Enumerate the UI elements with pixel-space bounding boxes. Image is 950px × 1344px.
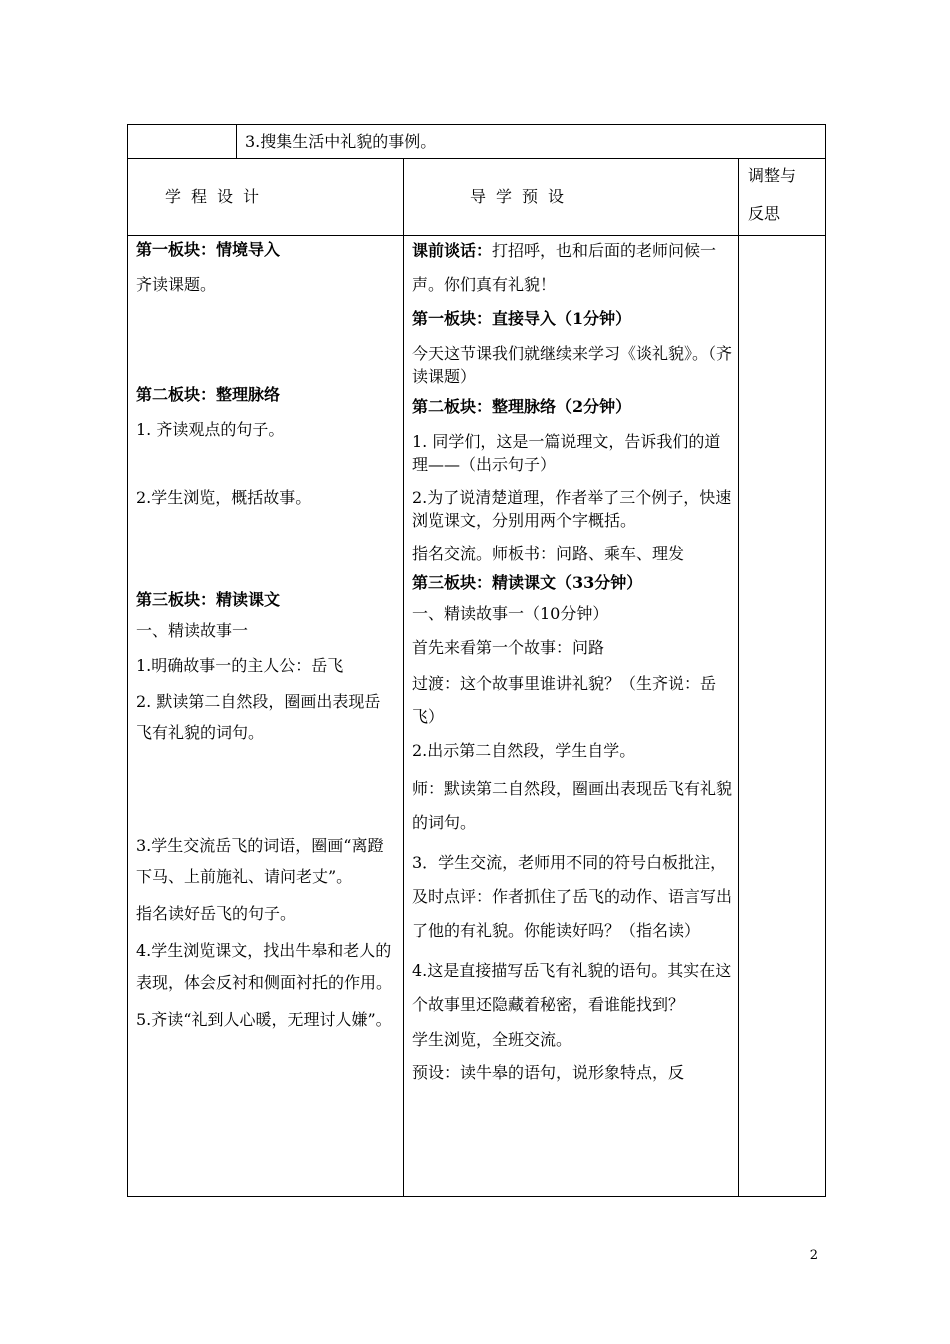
paragraph: 齐读课题。 [136, 275, 217, 294]
section-title: 第一板块：情境导入 [136, 240, 281, 259]
paragraph: 1. 齐读观点的句子。 [136, 420, 285, 439]
col2-content [412, 238, 732, 1084]
paragraph: 1. 同学们，这是一篇说理文，告诉我们的道理——（出示句子） [412, 432, 721, 474]
top-row-text: 3.搜集生活中礼貌的事例。 [245, 132, 437, 151]
paragraph: 2. 默读第二自然段，圈画出表现岳飞有礼貌的词句。 [136, 692, 381, 742]
paragraph: 4.学生浏览课文，找出牛皋和老人的表现，体会反衬和侧面衬托的作用。 [136, 941, 393, 992]
col-divider-1 [403, 158, 404, 1197]
paragraph: 4.这是直接描写岳飞有礼貌的语句。其实在这个故事里还隐藏着秘密，看谁能找到？ [412, 961, 732, 1014]
paragraph: 首先来看第一个故事：问路 [412, 638, 605, 657]
header-guided-plan: 导学预设 [470, 187, 575, 206]
paragraph: 一、精读故事一（10分钟） [412, 604, 609, 623]
page-number: 2 [809, 1248, 818, 1263]
row-divider-top [127, 158, 826, 159]
paragraph: 一、精读故事一 [136, 621, 249, 640]
pre-class-talk-label: 课前谈话： [412, 241, 493, 260]
paragraph: 预设：读牛皋的语句，说形象特点，反 [412, 1063, 685, 1082]
section-title: 第三板块：精读课文（33分钟） [412, 573, 643, 592]
paragraph: 5.齐读“礼到人心暖，无理讨人嫌”。 [136, 1010, 392, 1029]
paragraph: 学生浏览，全班交流。 [412, 1030, 573, 1049]
paragraph: 3.学生交流岳飞的词语，圈画“离蹬下马、上前施礼、请问老丈”。 [136, 836, 384, 886]
paragraph: 2.出示第二自然段，学生自学。 [412, 741, 636, 760]
paragraph: 师：默读第二自然段，圈画出表现岳飞有礼貌的词句。 [412, 779, 733, 832]
section-title: 第二板块：整理脉络 [136, 385, 281, 404]
header-adjust-reflect-1: 调整与 [748, 166, 797, 185]
col-divider-2 [738, 158, 739, 1197]
pre-class-talk-text: 打招呼，也和后面的老师问候一声。你们真有礼貌！ [412, 241, 717, 294]
col-divider-top-left [236, 124, 237, 159]
header-learning-design: 学程设计 [165, 187, 270, 206]
paragraph: 2.学生浏览，概括故事。 [136, 488, 312, 507]
col1-content [136, 238, 396, 1036]
paragraph: 指名读好岳飞的句子。 [136, 904, 297, 923]
paragraph: 今天这节课我们就继续来学习《谈礼貌》。（齐读课题） [412, 344, 733, 386]
paragraph: 指名交流。师板书：问路、乘车、理发 [412, 544, 685, 563]
paragraph: 3．学生交流，老师用不同的符号白板批注，及时点评：作者抓住了岳飞的动作、语言写出了他的有礼貌。你能读好吗？（指名读） [412, 853, 733, 940]
paragraph: 1.明确故事一的主人公：岳飞 [136, 656, 344, 675]
section-title: 第三板块：精读课文 [136, 590, 281, 609]
header-adjust-reflect-2: 反思 [748, 204, 781, 223]
paragraph: 过渡：这个故事里谁讲礼貌？（生齐说：岳飞） [412, 674, 717, 726]
paragraph [412, 234, 732, 302]
section-title: 第一板块：直接导入（1分钟） [412, 309, 632, 328]
section-title: 第二板块：整理脉络（2分钟） [412, 397, 632, 416]
paragraph: 2.为了说清楚道理，作者举了三个例子，快速浏览课文，分别用两个字概括。 [412, 488, 732, 530]
